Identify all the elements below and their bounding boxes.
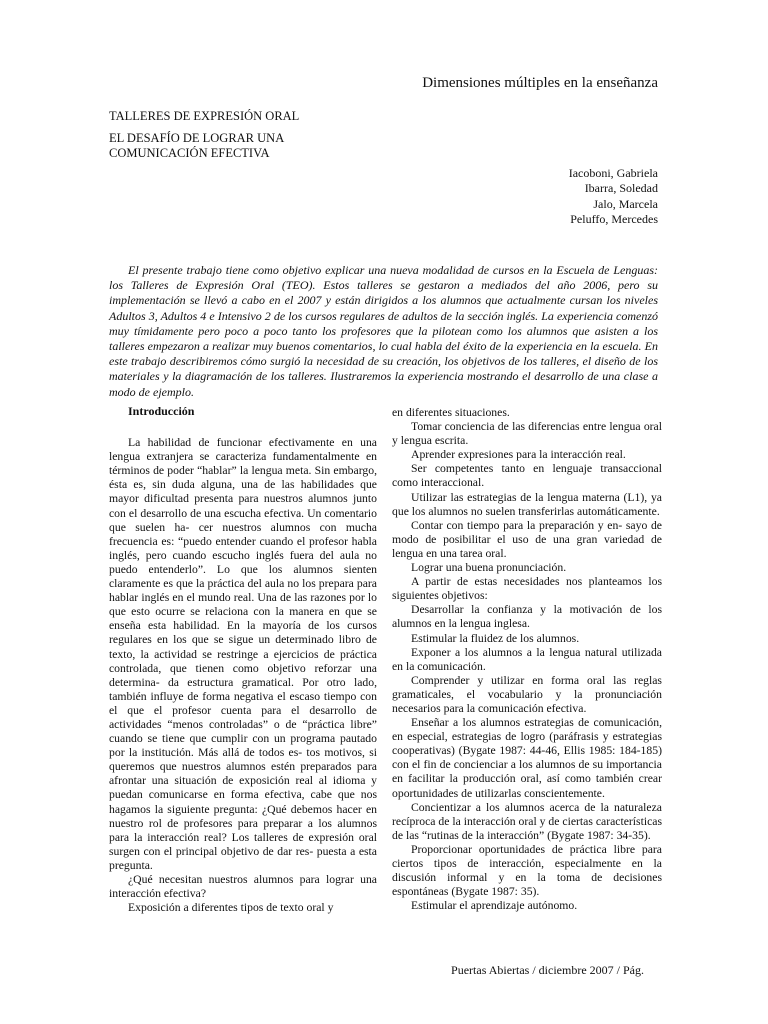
list-item: Comprender y utilizar en forma oral las reglas gramaticales, el vocabulario y la pronunciación necesarios para la comunicación efectiva. (392, 673, 662, 715)
list-item: Concientizar a los alumnos acerca de la naturaleza recíproca de la interacción oral y de ciertas características de las “rutinas de la interacción” (Bygate 1987: 34-35). (392, 800, 662, 842)
paragraph: ¿Qué necesitan nuestros alumnos para lograr una interacción efectiva? (109, 873, 377, 901)
list-item: Aprender expresiones para la interacción real. (411, 448, 626, 462)
article-title: EL DESAFÍO DE LOGRAR UNA COMUNICACIÓN EFECTIVA (109, 131, 284, 160)
author-list (569, 166, 658, 227)
list-item: Contar con tiempo para la preparación y en- sayo de modo de posibilitar el uso de una gran variedad de lengua en una tarea oral. (392, 518, 662, 560)
author-name: Iacoboni, Gabriela (568, 166, 658, 180)
list-item: Tomar conciencia de las diferencias entre lengua oral y lengua escrita. (392, 420, 662, 448)
paragraph: Exposición a diferentes tipos de texto oral y (128, 901, 334, 915)
paragraph-continuation: en diferentes situaciones. (392, 406, 510, 419)
list-item: Enseñar a los alumnos estrategias de comunicación, en especial, estrategias de logro (paráfrasis y estrategias cooperativas) (Bygate 1987: 44-46, Ellis 1985: 184-185) con el fin de concienciar a los alumnos de su importancia en facilitar la producción oral, así como también crear oportunidades de utilizarlas conscientemente. (392, 716, 662, 800)
section-title: TALLERES DE EXPRESIÓN ORAL (109, 109, 300, 123)
author-name: Jalo, Marcela (593, 196, 658, 211)
section-heading-introduccion: Introducción (128, 404, 195, 418)
list-item: Estimular el aprendizaje autónomo. (411, 899, 578, 913)
left-column (109, 404, 377, 915)
paragraph: La habilidad de funcionar efectivamente en una lengua extranjera se caracteriza fundamentalmente en términos de poder “hablar” la lengua meta. Sin embargo, ésta es, sin duda alguna, una de las habilidades que mayor dificultad presenta para nuestros alumnos junto con el desarrollo de una escucha efectiva. Un comentario que suelen ha- cer nuestros alumnos con mucha frecuencia es: “puedo entender cuando el profesor habla inglés, pero cuando escucho inglés fuera del aula no puedo entenderlo”. Lo que los alumnos sienten claramente es que la práctica del aula no los prepara para hablar inglés en el mundo real. Una de las razones por lo que esto ocurre se relaciona con la manera en que se enseña esta habilidad. En la mayoría de los cursos regulares en los que se sigue un determinado libro de texto, la actividad se restringe a ejercicios de práctica controlada, que tienen como objetivo reforzar una determina- da estructura gramatical. Por otro lado, también influye de forma negativa el escaso tiempo con el que el profesor cuenta para el desarrollo de actividades “menos controladas” o de “práctica libre” cuando se tiene que cumplir con un programa pautado por la institución. Más allá de todos es- tos motivos, si queremos que nuestros alumnos estén preparados para afrontar una situación de exposición real al idioma y puedan comunicarse en forma efectiva, cabe que nos hagamos la siguiente pregunta: ¿Qué debemos hacer en nuestro rol de profesores para preparar a los alumnos para la interacción real? Los talleres de expresión oral surgen con el principal objetivo de dar res- puesta a esta pregunta. (109, 436, 377, 872)
abstract: El presente trabajo tiene como objetivo explicar una nueva modalidad de cursos en la Escuela de Lenguas: los Talleres de Expresión Oral (TEO). Estos talleres se gestaron a mediados del año 2006, pero su implementación se llevó a cabo en el 2007 y están dirigidos a los alumnos que actualmente cursan los niveles Adultos 3, Adultos 4 e Intensivo 2 de los cursos regulares de adultos de la sección inglés. La experiencia comenzó muy tímidamente pero poco a poco tanto los profesores que la pilotean como los alumnos que asisten a los talleres empezaron a realizar muy buenos comentarios, lo cual habla del éxito de la experiencia en la escuela. En este trabajo describiremos cómo surgió la necesidad de su creación, los objetivos de los talleres, el diseño de los materiales y la diagramación de los talleres. Ilustraremos la experiencia mostrando el desarrollo de una clase a modo de ejemplo. (109, 263, 658, 399)
running-header: Dimensiones múltiples en la enseñanza (422, 75, 658, 91)
page-footer: Puertas Abiertas / diciembre 2007 / Pág. (451, 963, 644, 977)
author-name: Ibarra, Soledad (584, 181, 658, 196)
list-item: Estimular la fluidez de los alumnos. (411, 631, 580, 645)
author-name: Peluffo, Mercedes (570, 211, 658, 226)
list-item: Lograr una buena pronunciación. (411, 561, 567, 575)
paragraph: A partir de estas necesidades nos planteamos los siguientes objetivos: (392, 575, 662, 603)
list-item: Proporcionar oportunidades de práctica libre para ciertos tipos de interacción, especialmente en la discusión informal y en la toma de decisiones espontáneas (Bygate 1987: 35). (392, 842, 662, 899)
list-item: Desarrollar la confianza y la motivación de los alumnos en la lengua inglesa. (392, 603, 662, 631)
list-item: Exponer a los alumnos a la lengua natural utilizada en la comunicación. (392, 645, 662, 673)
list-item: Ser competentes tanto en lenguaje transaccional como interaccional. (392, 462, 662, 490)
list-item: Utilizar las estrategias de la lengua materna (L1), ya que los alumnos no suelen transferirlas automáticamente. (392, 490, 662, 518)
right-column (392, 406, 662, 913)
